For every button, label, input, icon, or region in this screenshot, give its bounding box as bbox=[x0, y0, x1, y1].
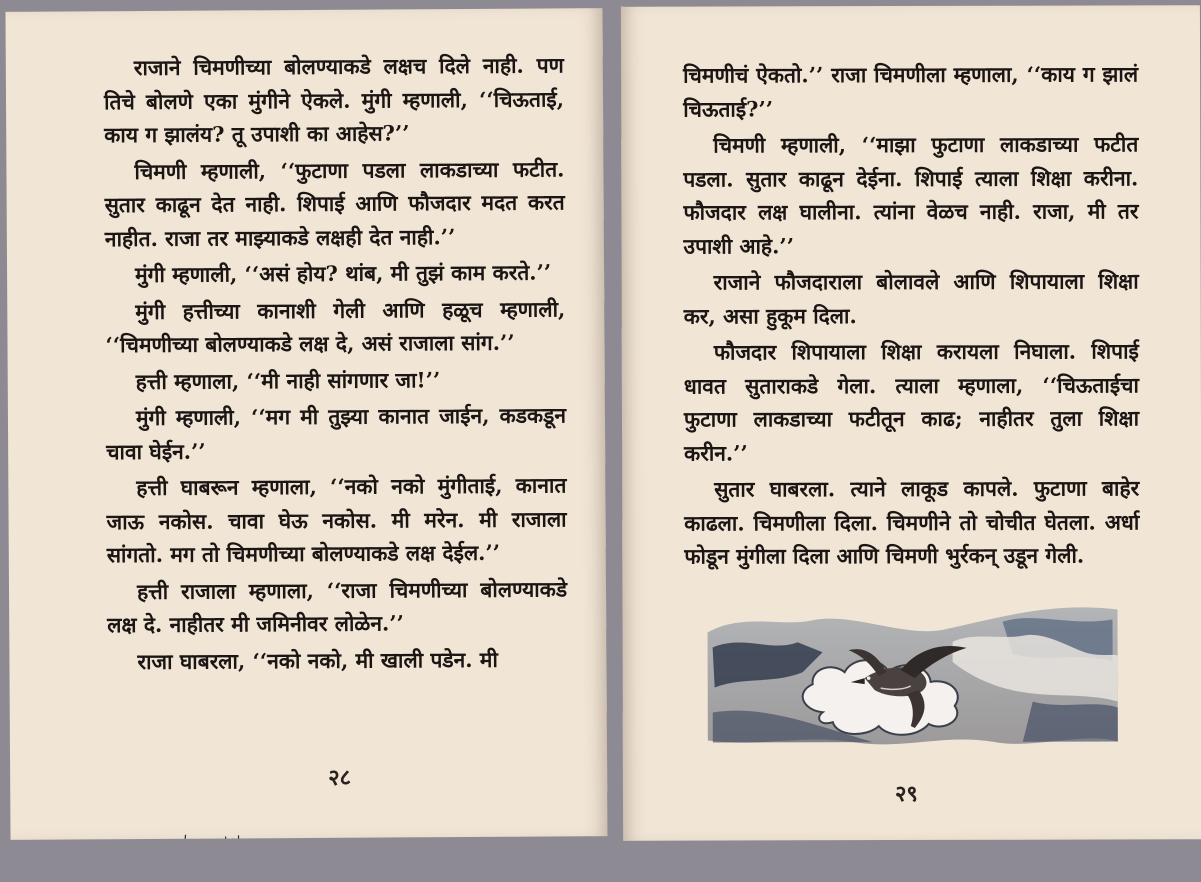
left-paragraph-4: मुंगी हत्तीच्या कानाशी गेली आणि हळूच म्हणाली, ‘‘चिमणीच्या बोलण्याकडे लक्ष दे, असं राजाला सांग.’’ bbox=[105, 295, 566, 358]
right-paragraph-1: चिमणी म्हणाली, ‘‘माझा फुटाणा लाकडाच्या फटीत पडला. सुतार काढून देईना. शिपाई त्याला शिक्षा करीना. फौजदार लक्ष घालीना. त्यांना वेळच नाही. राजा, मी तर उपाशी आहे.’’ bbox=[683, 131, 1139, 259]
left-page-number: २८ bbox=[328, 764, 352, 791]
left-paragraph-5: हत्ती म्हणाला, ‘‘मी नाही सांगणार जा!’’ bbox=[135, 366, 441, 394]
sparrow-flying-over-cloud-icon bbox=[702, 591, 1122, 752]
right-page-number: २९ bbox=[894, 780, 918, 808]
left-paragraph-2: चिमणी म्हणाली, ‘‘फुटाणा पडला लाकडाच्या फटीत. सुतार काढून देत नाही. शिपाई आणि फौजदार मदत करत नाहीत. राजा तर माझ्याकडे लक्षही देत नाही.’’ bbox=[104, 155, 565, 251]
right-paragraph-3: फौजदार शिपायाला शिक्षा करायला निघाला. शिपाई धावत सुताराकडे गेला. त्याला म्हणाला, ‘‘चिऊताईचा फुटाणा लाकडाच्या फटीतून काढ; नाहीतर तुला शिक्षा करीन.’’ bbox=[683, 338, 1140, 466]
left-page-text bbox=[104, 48, 568, 681]
binding-marks-decoration bbox=[170, 830, 270, 840]
left-paragraph-8: हत्ती राजाला म्हणाला, ‘‘राजा चिमणीच्या बोलण्याकडे लक्ष दे. नाहीतर मी जमिनीवर लोळेन.’’ bbox=[107, 575, 568, 638]
left-paragraph-6: मुंगी म्हणाली, ‘‘मग मी तुझ्या कानात जाईन, कडकडून चावा घेईन.’’ bbox=[106, 402, 567, 464]
left-paragraph-1: राजाने चिमणीच्या बोलण्याकडे लक्षच दिले नाही. पण तिचे बोलणे एका मुंगीने ऐकले. मुंगी म्हणाली, ‘‘चिऊताई, काय ग झालंय? तू उपाशी का आहेस?’’ bbox=[103, 52, 565, 148]
left-paragraph-9: राजा घाबरला, ‘‘नको नको, मी खाली पडेन. मी bbox=[137, 646, 498, 674]
right-paragraph-4: सुतार घाबरला. त्याने लाकूड कापले. फुटाणा बाहेर काढला. चिमणीला दिला. चिमणीने तो चोचीत घेतला. अर्धा फोडून मुंगीला दिला आणि चिमणी भुर्रकन् उडून गेली. bbox=[684, 475, 1140, 569]
right-paragraph-2: राजाने फौजदाराला बोलावले आणि शिपायाला शिक्षा कर, असा हुकूम दिला. bbox=[683, 268, 1139, 329]
left-paragraph-3: मुंगी म्हणाली, ‘‘असं होय? थांब, मी तुझं काम करते.’’ bbox=[135, 259, 552, 288]
right-page-text bbox=[683, 57, 1139, 576]
left-paragraph-7: हत्ती घाबरून म्हणाला, ‘‘नको नको मुंगीताई, कानात जाऊ नकोस. चावा घेऊ नकोस. मी मरेन. मी राजाला सांगतो. मग तो चिमणीच्या बोलण्याकडे लक्ष देईल.’’ bbox=[106, 472, 567, 568]
right-page bbox=[621, 5, 1201, 841]
right-continuation: चिमणीचं ऐकतो.’’ राजा चिमणीला म्हणाला, ‘‘काय ग झालं चिऊताई?’’ bbox=[683, 61, 1139, 122]
left-page bbox=[5, 8, 607, 840]
